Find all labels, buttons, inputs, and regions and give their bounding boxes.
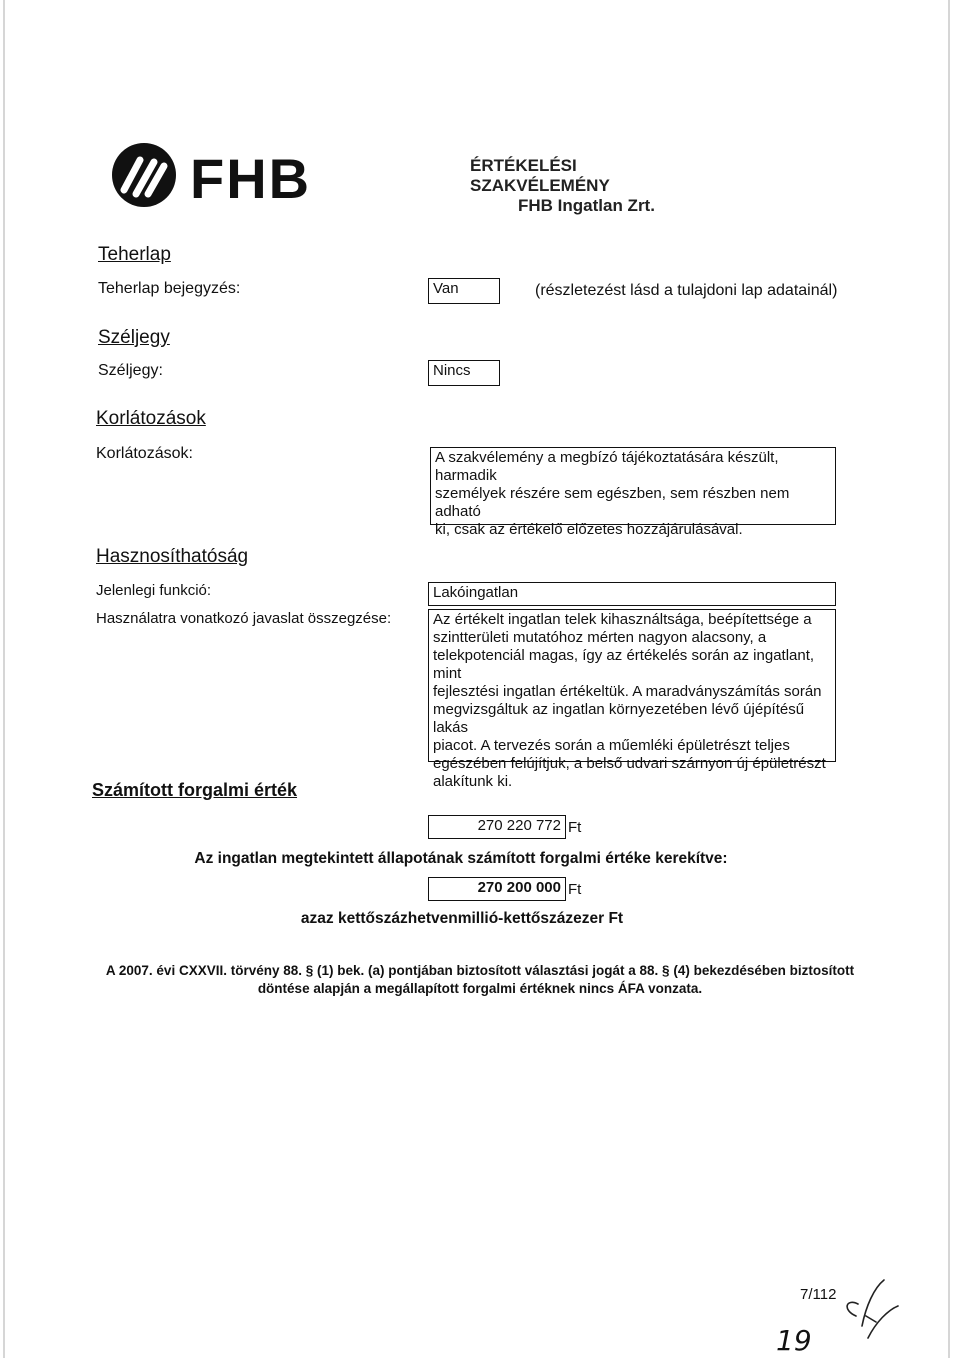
legal-note-line1: A 2007. évi CXXVII. törvény 88. § (1) bek. (a) pontjában biztosított választási jogát a 88. § (4) bekezdésében biztosított — [105, 963, 855, 978]
rounded-value-currency: Ft — [568, 881, 582, 898]
handwritten-page-number — [770, 1320, 830, 1356]
korlatozasok-label: Korlátozások: — [96, 445, 193, 462]
szeljegy-label: Széljegy: — [98, 362, 163, 379]
scan-edge-left — [3, 0, 5, 1358]
legal-note — [100, 962, 860, 998]
rounded-value: 270 200 000 — [477, 879, 561, 896]
handwritten-number: 19 — [776, 1324, 812, 1356]
computed-value-currency: Ft — [568, 819, 582, 836]
section-szeljegy-heading: Széljegy — [98, 327, 170, 348]
section-korlatozasok-heading: Korlátozások — [96, 408, 206, 429]
report-title-line1: ÉRTÉKELÉSI SZAKVÉLEMÉNY — [470, 156, 610, 195]
scan-edge-right — [948, 0, 950, 1358]
javaslat-line: fejlesztési ingatlan értékeltük. A maradványszámítás során — [433, 683, 822, 700]
korlatozasok-line: személyek részére sem egészben, sem részben nem adható — [435, 485, 790, 520]
handwritten-signature — [836, 1276, 906, 1346]
szeljegy-value-box — [428, 360, 500, 386]
computed-value-box — [428, 815, 566, 839]
report-title-line2: FHB Ingatlan Zrt. — [518, 196, 655, 215]
jelenlegi-funkcio-value: Lakóingatlan — [433, 584, 519, 601]
page-number: 7/112 — [800, 1286, 837, 1303]
section-forgalmi-ertek-heading: Számított forgalmi érték — [92, 780, 298, 800]
teherlap-note: (részletezést lásd a tulajdoni lap adatainál) — [535, 282, 838, 299]
report-title — [470, 156, 710, 216]
javaslat-line: szintterületi mutatóhoz mérten nagyon alacsony, a — [433, 629, 767, 646]
javaslat-text-box — [428, 609, 836, 790]
legal-note-line2: döntése alapján a megállapított forgalmi értéknek nincs ÁFA vonzata. — [257, 981, 703, 996]
javaslat-line: egészében felújítjuk, a belső udvari szárnyon új épületrészt — [433, 755, 826, 772]
fhb-logo — [110, 140, 340, 210]
jelenlegi-funkcio-box — [428, 582, 836, 606]
javaslat-line: megvizsgáltuk az ingatlan környezetében lévő újépítésű lakás — [433, 701, 805, 736]
teherlap-value: Van — [433, 280, 459, 297]
value-in-words: azaz kettőszázhetvenmillió-kettőszázezer Ft — [300, 910, 624, 927]
javaslat-line: Az értékelt ingatlan telek kihasználtsága, beépítettsége a — [433, 611, 812, 628]
korlatozasok-line: A szakvélemény a megbízó tájékoztatására készült, harmadik — [435, 449, 779, 484]
javaslat-line: telekpotenciál magas, így az értékelés során az ingatlant, mint — [433, 647, 815, 682]
javaslat-line: alakítunk ki. — [433, 773, 513, 790]
jelenlegi-funkcio-label: Jelenlegi funkció: — [96, 582, 212, 599]
computed-value: 270 220 772 — [477, 817, 561, 834]
rounded-value-label: Az ingatlan megtekintett állapotának számított forgalmi értéke kerekítve: — [194, 850, 728, 867]
korlatozasok-line: ki, csak az értékelő előzetes hozzájárulásával. — [435, 521, 743, 538]
teherlap-value-box — [428, 278, 500, 304]
logo-text: FHB — [190, 147, 312, 210]
szeljegy-value: Nincs — [433, 362, 471, 379]
javaslat-line: piacot. A tervezés során a műemléki épületrészt teljes — [433, 737, 790, 754]
javaslat-label: Használatra vonatkozó javaslat összegzése: — [96, 610, 392, 627]
korlatozasok-text-box — [430, 447, 836, 538]
rounded-value-box — [428, 877, 566, 901]
section-hasznosithatosag-heading: Hasznosíthatóság — [96, 546, 249, 567]
teherlap-label: Teherlap bejegyzés: — [98, 280, 241, 297]
section-teherlap-heading: Teherlap — [98, 244, 171, 265]
